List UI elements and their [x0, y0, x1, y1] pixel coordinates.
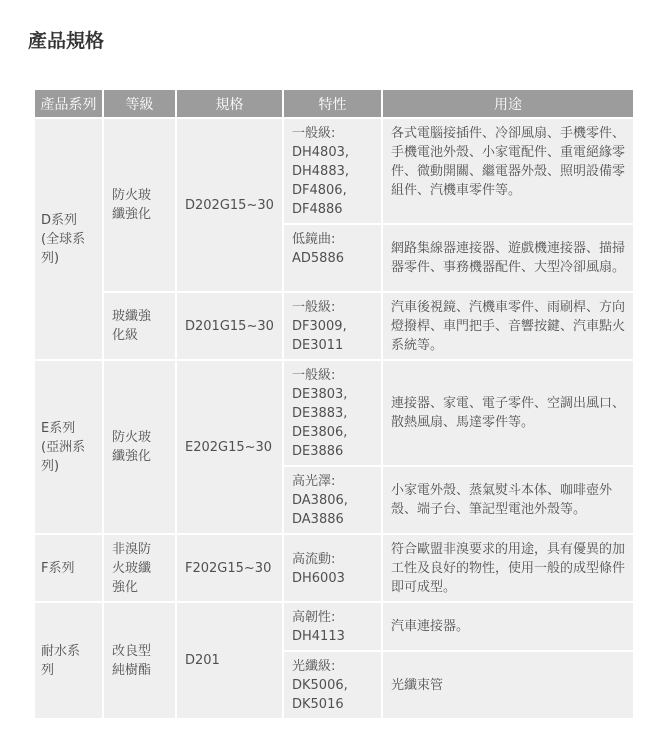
uses-cell: 汽車連接器。	[383, 603, 633, 650]
series-cell: E系列 (亞洲系 列)	[35, 361, 102, 533]
spec-cell: E202G15~30	[177, 361, 282, 533]
properties-cell: 高光澤: DA3806, DA3886	[284, 467, 381, 533]
table-row	[35, 535, 633, 601]
spec-cell: D201G15~30	[177, 293, 282, 359]
header-grade: 等級	[104, 90, 175, 117]
series-cell: 耐水系 列	[35, 603, 102, 718]
properties-cell: 高流動: DH6003	[284, 535, 381, 601]
properties-cell: 高韌性: DH4113	[284, 603, 381, 650]
table-header-row	[35, 90, 633, 117]
properties-cell: 一般級: DE3803, DE3883, DE3806, DE3886	[284, 361, 381, 465]
spec-cell: F202G15~30	[177, 535, 282, 601]
uses-cell: 各式電腦接插件、冷卻風扇、手機零件、手機電池外殼、小家電配件、重電絕緣零件、微動開關、繼電器外殼、照明設備零組件、汽機車零件等。	[383, 119, 633, 223]
series-cell: F系列	[35, 535, 102, 601]
grade-cell: 防火玻 纖強化	[104, 119, 175, 291]
uses-cell: 光纖束管	[383, 652, 633, 718]
spec-cell: D202G15~30	[177, 119, 282, 291]
table-row	[35, 293, 633, 359]
properties-cell: 低鏡曲: AD5886	[284, 225, 381, 291]
table-row	[35, 361, 633, 465]
uses-cell: 小家電外殼、蒸氣熨斗本体、咖啡壺外殼、端子台、筆記型電池外殼等。	[383, 467, 633, 533]
table-row	[35, 119, 633, 223]
properties-cell: 一般級: DH4803, DH4883, DF4806, DF4886	[284, 119, 381, 223]
properties-cell: 一般級: DF3009, DE3011	[284, 293, 381, 359]
uses-cell: 連接器、家電、電子零件、空調出風口、散熱風扇、馬達零件等。	[383, 361, 633, 465]
header-properties: 特性	[284, 90, 381, 117]
header-series: 產品系列	[35, 90, 102, 117]
grade-cell: 防火玻 纖強化	[104, 361, 175, 533]
grade-cell: 玻纖強 化級	[104, 293, 175, 359]
uses-cell: 汽車後視鏡、汽機車零件、雨刷桿、方向燈撥桿、車門把手、音響按鍵、汽車點火系統等。	[383, 293, 633, 359]
header-uses: 用途	[383, 90, 633, 117]
uses-cell: 符合歐盟非溴要求的用途，具有優異的加工性及良好的物性，使用一般的成型條件即可成型。	[383, 535, 633, 601]
uses-cell: 網路集線器連接器、遊戲機連接器、描掃器零件、事務機器配件、大型冷卻風扇。	[383, 225, 633, 291]
properties-cell: 光纖級: DK5006, DK5016	[284, 652, 381, 718]
spec-cell: D201	[177, 603, 282, 718]
product-spec-table	[33, 88, 635, 720]
table-row	[35, 603, 633, 650]
header-spec: 規格	[177, 90, 282, 117]
grade-cell: 非溴防 火玻纖 強化	[104, 535, 175, 601]
series-cell: D系列 (全球系 列)	[35, 119, 102, 359]
grade-cell: 改良型 純樹酯	[104, 603, 175, 718]
page-title: 產品規格	[28, 30, 105, 52]
